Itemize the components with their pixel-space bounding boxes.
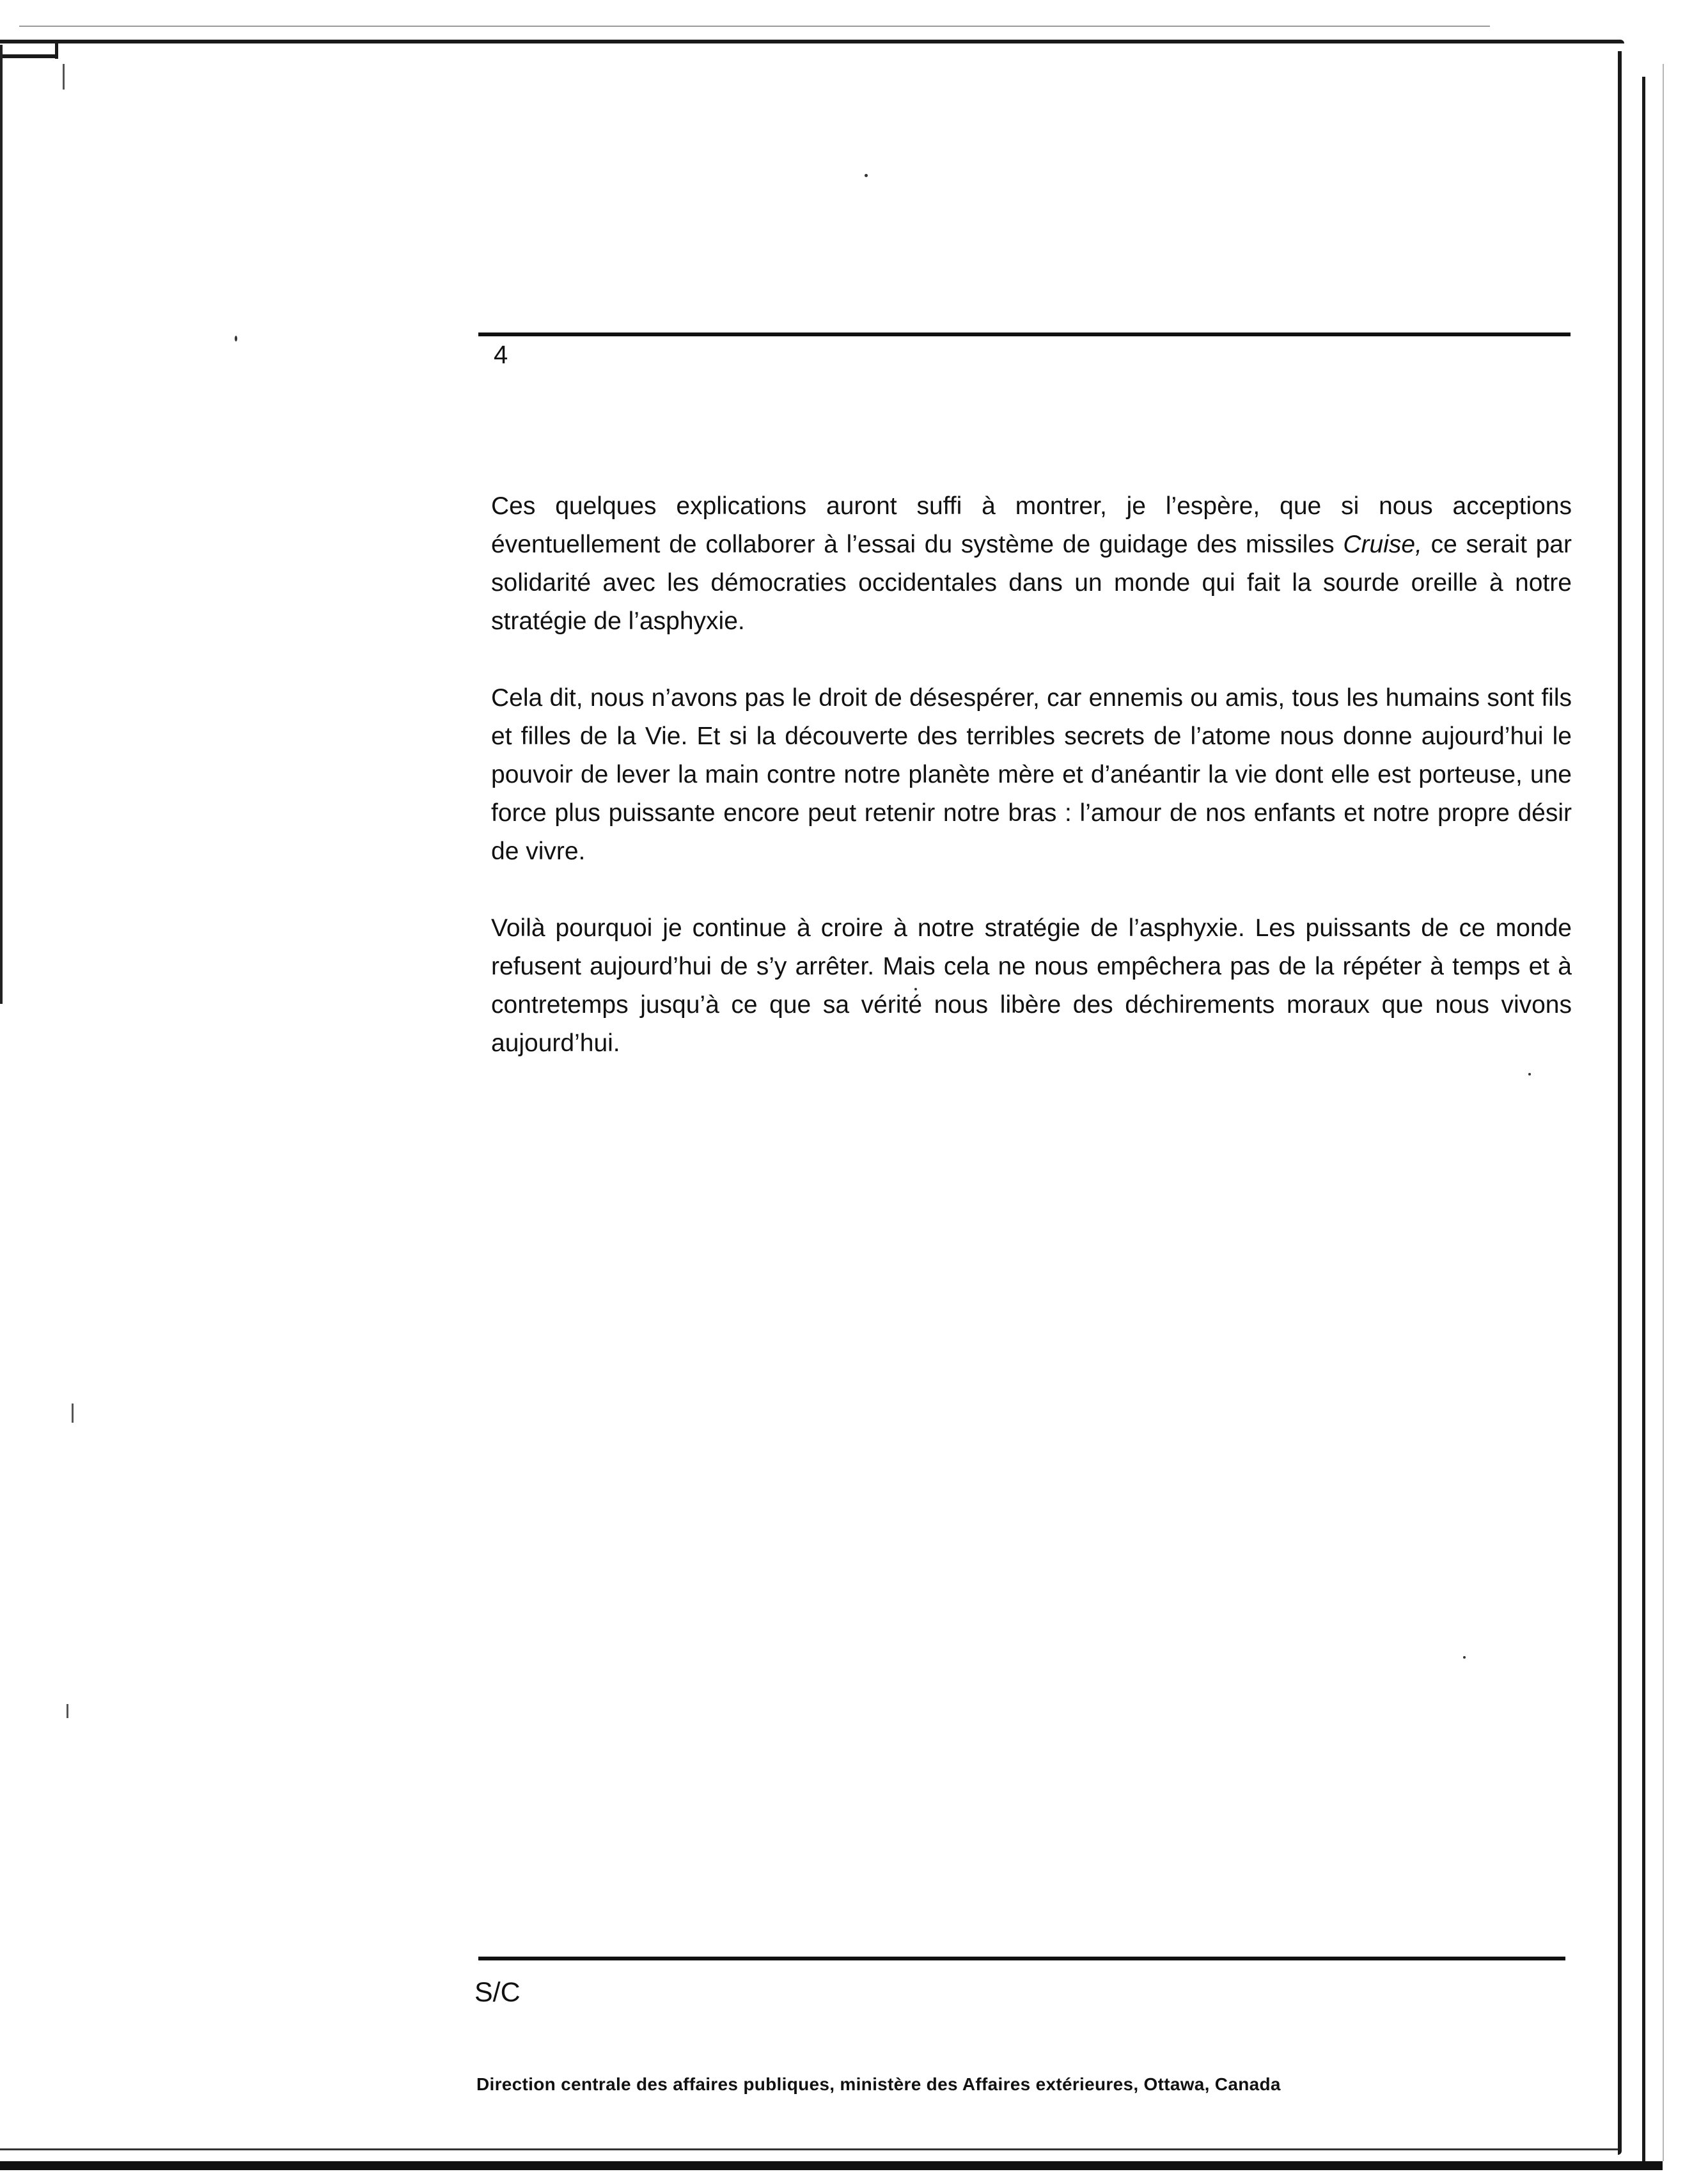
page-corner-mark <box>0 54 58 58</box>
paragraph-text: Cela dit, nous n’avons pas le droit de désespérer, car ennemis ou amis, tous les humains sont fils et filles de la Vie. Et si la découverte des terribles secrets de l’atome nous donne aujourd’hui le pouvoir de lever la main contre notre planète mère et d’anéantir la vie dont elle est porteuse, une force plus puissante encore peut retenir notre bras : l’amour de nos enfants et notre propre désir de vivre. <box>491 684 1572 865</box>
scan-speck <box>235 336 237 341</box>
header-rule <box>478 332 1571 336</box>
footer-rule <box>478 1957 1565 1960</box>
paragraph <box>491 679 1572 871</box>
scan-speck <box>1463 1656 1466 1659</box>
page-number: 4 <box>494 341 508 369</box>
scan-mark <box>67 1704 68 1718</box>
page-edge-bottom <box>0 2161 1663 2170</box>
page-edge-left <box>0 45 3 1004</box>
paragraph-text-continued: ce serait par solidarité avec les démocraties occidentales dans un monde qui fait la sourde oreille à notre stratégie de l’asphyxie. <box>491 531 1572 635</box>
scan-speck <box>865 174 868 177</box>
page-edge-faint <box>19 26 1490 27</box>
binder-edge-faint <box>1663 64 1664 2161</box>
paragraph-text: Voilà pourquoi je continue à croire à notre stratégie de l’asphyxie. Les puissants de ce monde refusent aujourd’hui de s’y arrêter. Mais cela ne nous empêchera pas de la répéter à temps et à contretemps jusqu’à ce que sa vérité nous libère des déchirements moraux que nous vivons aujourd’hui. <box>491 914 1572 1057</box>
paragraph-text: Ces quelques explications auront suffi à montrer, je l’espère, que si nous acceptions éventuellement de collaborer à l’essai du système de guidage des missiles <box>491 492 1572 558</box>
footer-credit: Direction centrale des affaires publiques, ministère des Affaires extérieures, Ottawa, Canada <box>476 2074 1281 2094</box>
scan-mark <box>72 1404 74 1423</box>
paragraph <box>491 909 1572 1063</box>
page-corner-mark-vertical <box>55 40 58 59</box>
page-edge-bottom-thin <box>0 2148 1618 2150</box>
paragraph <box>491 487 1572 641</box>
page-edge-right <box>1618 51 1622 2155</box>
binder-edge <box>1642 77 1645 2161</box>
body-text <box>491 487 1572 1101</box>
scan-mark <box>63 64 65 90</box>
page-edge-top <box>0 40 1624 43</box>
series-code: S/C <box>474 1977 521 2008</box>
paragraph-emphasis: Cruise, <box>1343 531 1422 558</box>
